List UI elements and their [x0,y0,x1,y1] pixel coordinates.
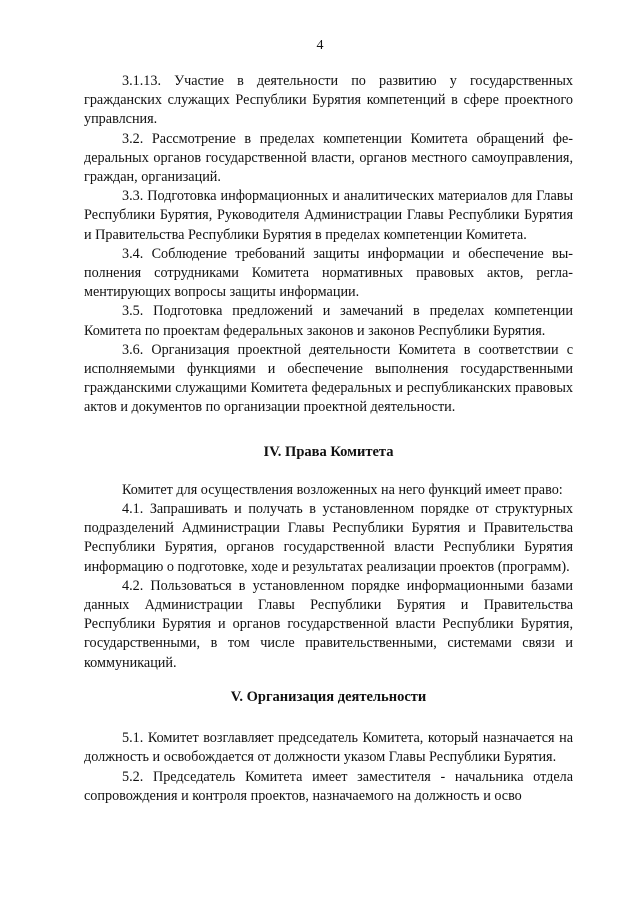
paragraph-3-6: 3.6. Организация проектной деятельности Комитета в соответствии с исполняемыми функциями и обеспечение выполнения государственными гражданскими служащими Комитета федеральных и республиканских правовых актов и документов по организации проектной деятельности. [84,341,573,416]
paragraph-3-4: 3.4. Соблюдение требований защиты информации и обеспечение выполнения сотрудниками Комитета нормативных правовых актов, регламентирующих вопросы защиты информации. [84,245,573,301]
page-number: 4 [316,38,324,53]
paragraph-3-5: 3.5. Подготовка предложений и замечаний в пределах компетенции Комитета по проектам федеральных законов и законов Республики Бурятия. [84,303,573,339]
paragraph-4-2: 4.2. Пользоваться в установленном порядке информационными базами данных Администрации Главы Республики Бурятия и Правительства Республики Бурятия и органов государственной власти Республики Бурятия, государственными, в том числе правительственными, системами связи и коммуникаций. [84,577,573,671]
paragraph-rights-intro: Комитет для осуществления возложенных на него функций имеет право: [122,481,563,498]
paragraph-3-2: 3.2. Рассмотрение в пределах компетенции Комитета обращений федеральных органов государственной власти, органов местного самоуправления, граждан, организаций. [84,130,573,186]
paragraph-3-3: 3.3. Подготовка информационных и аналитических материалов для Главы Республики Бурятия, Руководителя Администрации Главы Республики Бурятия и Правительства Республики Бурятия в пределах компетенции Комитета. [84,188,573,243]
paragraph-3-1-13: 3.1.13. Участие в деятельности по развитию у государственных гражданских служащих Республики Бурятия компетенций в сфере проектного управлсния. [84,73,573,128]
document-body [84,72,573,806]
paragraph-5-2: 5.2. Председатель Комитета имеет заместителя - начальника отдела сопровождения и контроля проектов, назначаемого на должность и осво [84,768,573,804]
paragraph-5-1: 5.1. Комитет возглавляет председатель Комитета, который назначается на должность и освобождается от должности указом Главы Республики Бурятия. [84,730,573,766]
section-heading-rights: IV. Права Комитета [263,443,394,460]
section-heading-organization: V. Организация деятельности [230,688,427,705]
paragraph-4-1: 4.1. Запрашивать и получать в установленном порядке от структурных подразделений Администрации Главы Республики Бурятия и Правительства Республики Бурятия, органов государственной власти Республики Бурятия информацию о подготовке, ходе и результатах реализации проектов (программ). [84,501,573,575]
